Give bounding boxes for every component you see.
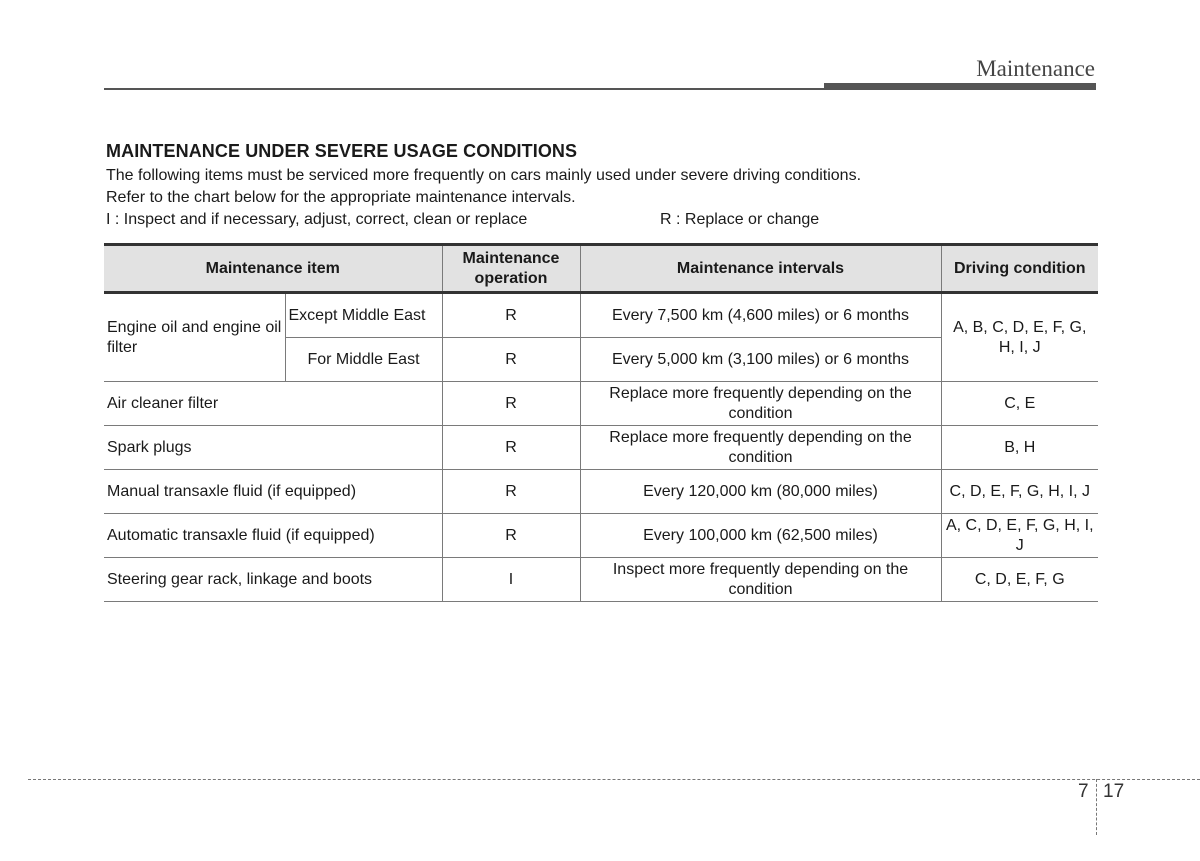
legend-inspect: I : Inspect and if necessary, adjust, correct, clean or replace xyxy=(106,211,528,228)
cell-item: Manual transaxle fluid (if equipped) xyxy=(104,470,442,514)
table-row xyxy=(104,426,1098,470)
page-chapter-number: 7 xyxy=(1078,781,1089,802)
col-header-item: Maintenance item xyxy=(104,245,442,293)
footer-dashed-rule xyxy=(28,779,1200,780)
cell-interval: Inspect more frequently depending on the condition xyxy=(580,558,941,602)
table-row xyxy=(104,470,1098,514)
cell-operation: I xyxy=(442,558,580,602)
cell-operation: R xyxy=(442,514,580,558)
cell-condition: B, H xyxy=(941,426,1098,470)
table-header-row xyxy=(104,245,1098,293)
cell-condition: A, B, C, D, E, F, G, H, I, J xyxy=(941,293,1098,382)
cell-interval: Replace more frequently depending on the condition xyxy=(580,426,941,470)
header-rule xyxy=(104,88,824,90)
cell-region: For Middle East xyxy=(285,338,442,382)
cell-item: Spark plugs xyxy=(104,426,442,470)
maintenance-table xyxy=(104,243,1098,602)
cell-item: Automatic transaxle fluid (if equipped) xyxy=(104,514,442,558)
header-rule-accent xyxy=(824,83,1096,90)
cell-operation: R xyxy=(442,293,580,338)
cell-condition: C, E xyxy=(941,382,1098,426)
cell-operation: R xyxy=(442,382,580,426)
cell-operation: R xyxy=(442,426,580,470)
cell-item: Air cleaner filter xyxy=(104,382,442,426)
cell-operation: R xyxy=(442,470,580,514)
cell-condition: C, D, E, F, G xyxy=(941,558,1098,602)
intro-line-2: Refer to the chart below for the appropriate maintenance intervals. xyxy=(106,189,576,206)
table-row xyxy=(104,558,1098,602)
cell-interval: Every 120,000 km (80,000 miles) xyxy=(580,470,941,514)
cell-item: Steering gear rack, linkage and boots xyxy=(104,558,442,602)
cell-item: Engine oil and engine oil filter xyxy=(104,293,285,382)
footer-dashed-divider xyxy=(1096,779,1097,835)
cell-condition: C, D, E, F, G, H, I, J xyxy=(941,470,1098,514)
page-header-title: Maintenance xyxy=(976,56,1095,81)
cell-region: Except Middle East xyxy=(285,293,442,338)
legend-replace: R : Replace or change xyxy=(660,211,820,228)
table-row xyxy=(104,514,1098,558)
cell-interval: Replace more frequently depending on the condition xyxy=(580,382,941,426)
cell-interval: Every 5,000 km (3,100 miles) or 6 months xyxy=(580,338,941,382)
page-number: 17 xyxy=(1103,781,1125,802)
cell-operation: R xyxy=(442,338,580,382)
col-header-operation: Maintenance operation xyxy=(442,245,580,293)
intro-line-1: The following items must be serviced more frequently on cars mainly used under severe driving conditions. xyxy=(106,167,862,184)
section-title: MAINTENANCE UNDER SEVERE USAGE CONDITIONS xyxy=(106,141,578,161)
col-header-intervals: Maintenance intervals xyxy=(580,245,941,293)
col-header-condition: Driving condition xyxy=(941,245,1098,293)
cell-condition: A, C, D, E, F, G, H, I, J xyxy=(941,514,1098,558)
cell-interval: Every 7,500 km (4,600 miles) or 6 months xyxy=(580,293,941,338)
table-row xyxy=(104,293,1098,338)
table-row xyxy=(104,382,1098,426)
cell-interval: Every 100,000 km (62,500 miles) xyxy=(580,514,941,558)
